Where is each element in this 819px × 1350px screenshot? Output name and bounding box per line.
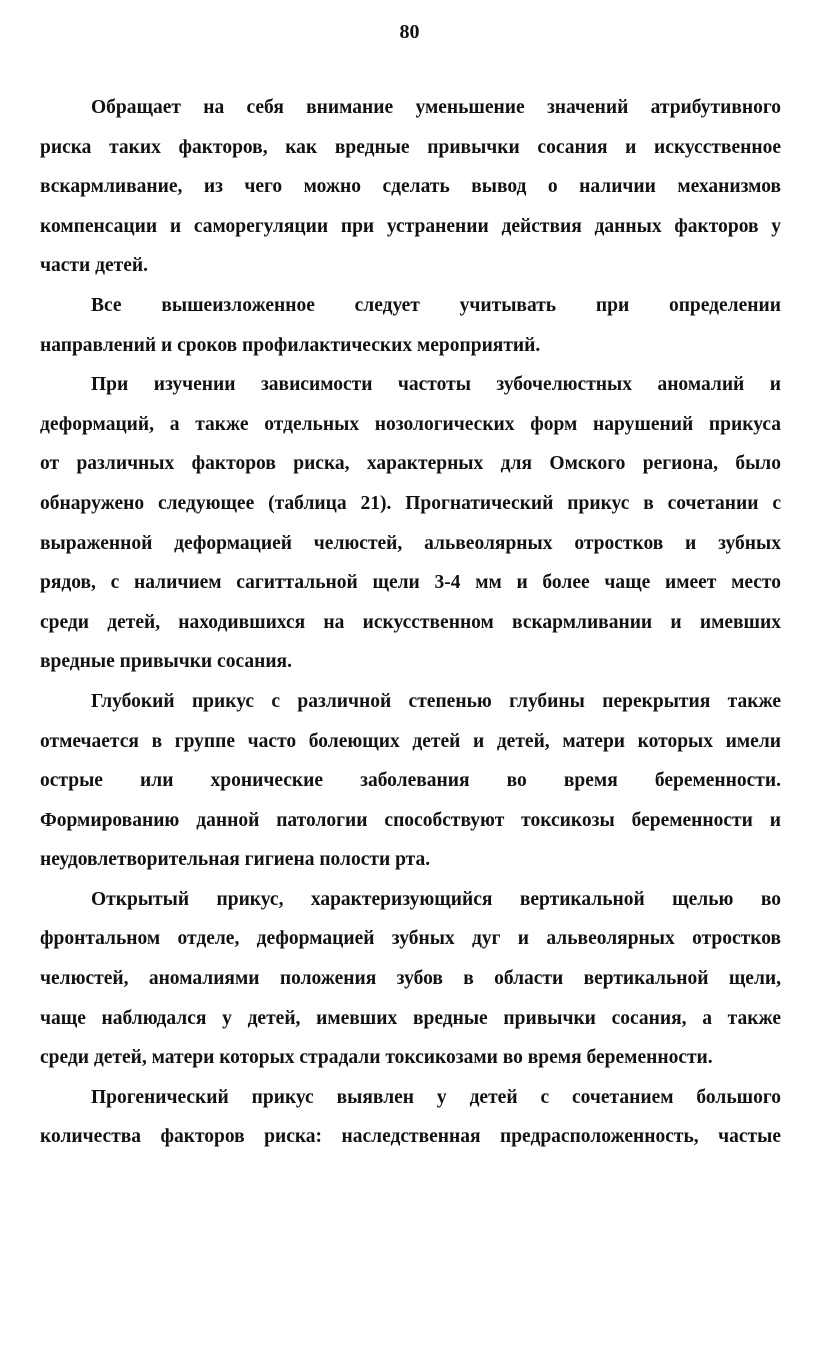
text-line: Глубокий прикус с различной степенью глубины перекрытия также — [91, 690, 781, 712]
text-line: При изучении зависимости частоты зубочелюстных аномалий и — [91, 374, 781, 396]
paragraph — [40, 1078, 781, 1157]
text-line: выраженной деформацией челюстей, альвеолярных отростков и зубных — [40, 532, 781, 554]
text-line: острые или хронические заболевания во время беременности. — [40, 770, 781, 792]
text-line: чаще наблюдался у детей, имевших вредные привычки сосания, а также — [40, 1007, 781, 1029]
text-line: количества факторов риска: наследственная предрасположенность, частые — [40, 1126, 781, 1148]
text-line: Формированию данной патологии способствуют токсикозы беременности и — [40, 809, 781, 831]
text-line: среди детей, находившихся на искусственном вскармливании и имевших — [40, 611, 781, 633]
paragraph — [40, 682, 781, 880]
text-line: отмечается в группе часто болеющих детей и детей, матери которых имели — [40, 730, 781, 752]
text-line: части детей. — [40, 255, 148, 277]
text-line: компенсации и саморегуляции при устранении действия данных факторов у — [40, 215, 781, 237]
text-line: челюстей, аномалиями положения зубов в области вертикальной щели, — [40, 968, 781, 990]
text-line: Прогенический прикус выявлен у детей с сочетанием большого — [91, 1086, 781, 1108]
text-line: Все вышеизложенное следует учитывать при определении — [91, 294, 781, 316]
text-line: деформаций, а также отдельных нозологических форм нарушений прикуса — [40, 413, 781, 435]
text-line: направлений и сроков профилактических мероприятий. — [40, 334, 541, 356]
paragraph — [40, 880, 781, 1078]
text-line: вскармливание, из чего можно сделать вывод о наличии механизмов — [40, 176, 781, 198]
text-line: неудовлетворительная гигиена полости рта. — [40, 849, 431, 871]
text-line: среди детей, матери которых страдали токсикозами во время беременности. — [40, 1047, 713, 1069]
text-line: вредные привычки сосания. — [40, 651, 292, 673]
text-line: фронтальном отделе, деформацией зубных дуг и альвеолярных отростков — [40, 928, 781, 950]
text-line: Открытый прикус, характеризующийся вертикальной щелью во — [91, 888, 781, 910]
text-line: от различных факторов риска, характерных для Омского региона, было — [40, 453, 781, 475]
page-number: 80 — [399, 21, 420, 43]
paragraph — [40, 365, 781, 682]
paragraph — [40, 88, 781, 286]
body-text — [40, 88, 781, 1157]
text-line: риска таких факторов, как вредные привычки сосания и искусственное — [40, 136, 781, 158]
text-line: Обращает на себя внимание уменьшение значений атрибутивного — [91, 97, 781, 118]
text-line: обнаружено следующее (таблица 21). Прогнатический прикус в сочетании с — [40, 492, 781, 514]
text-line: рядов, с наличием сагиттальной щели 3-4 мм и более чаще имеет место — [40, 572, 781, 594]
paragraph — [40, 286, 781, 365]
